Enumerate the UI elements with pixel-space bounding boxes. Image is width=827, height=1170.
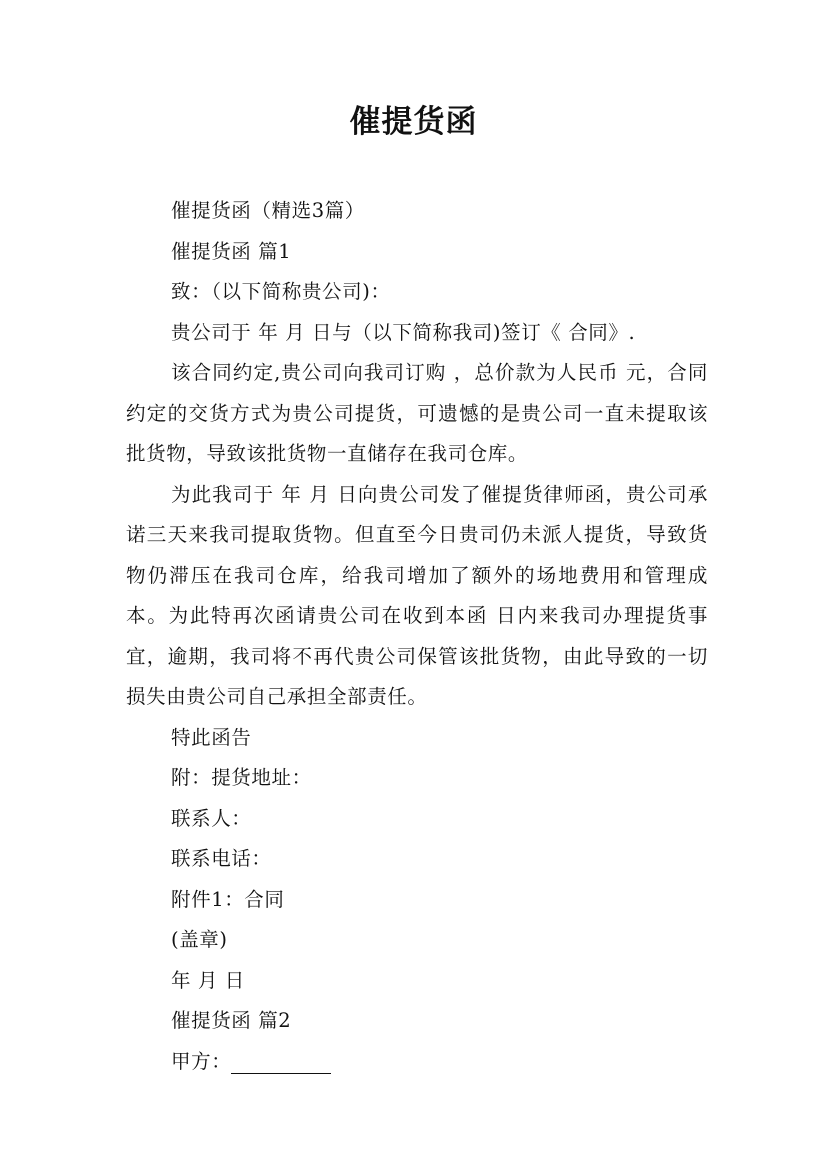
paragraph-contract-terms: 该合同约定,贵公司向我司订购 ，总价款为人民币 元，合同约定的交货方式为贵公司提货，可遗憾的是贵公司一直未提取该批货物，导致该批货物一直储存在我司仓库。	[126, 361, 708, 465]
paragraph-section-heading-1: 催提货函 篇1	[171, 239, 292, 263]
paragraph-pickup-address: 附：提货地址：	[171, 766, 312, 789]
paragraph-attachment: 附件1：合同	[171, 887, 285, 911]
paragraph-subtitle: 催提货函（精选3篇）	[171, 199, 365, 222]
paragraph-contact-person: 联系人：	[171, 806, 252, 830]
party-a-label: 甲方：	[171, 1049, 232, 1073]
paragraph-date: 年 月 日	[171, 968, 245, 992]
paragraph-reminder-notice: 为此我司于 年 月 日向贵公司发了催提货律师函，贵公司承诺三天来我司提取货物。但直至今日贵司仍未派人提货，导致货物仍滞压在我司仓库，给我司增加了额外的场地费用和管理成本。为此特再次函请贵公司在收到本函 日内来我司办理提货事宜，逾期，我司将不再代贵公司保管该批货物，由此导致的一切损失由贵公司自己承担全部责任。	[126, 482, 708, 708]
paragraph-party-a	[126, 1042, 708, 1083]
paragraph-section-heading-2: 催提货函 篇2	[171, 1009, 292, 1032]
paragraph-seal: (盖章)	[171, 928, 228, 951]
document-title: 催提货函	[349, 104, 478, 140]
paragraph-contact-phone: 联系电话：	[171, 847, 272, 870]
document-body	[126, 191, 708, 1082]
paragraph-contract-signing: 贵公司于 年 月 日与（以下简称我司)签订《 合同》.	[171, 320, 636, 344]
paragraph-closing: 特此函告	[171, 725, 252, 749]
paragraph-addressee: 致：（以下简称贵公司)：	[171, 280, 391, 303]
party-a-blank-line	[231, 1049, 331, 1074]
